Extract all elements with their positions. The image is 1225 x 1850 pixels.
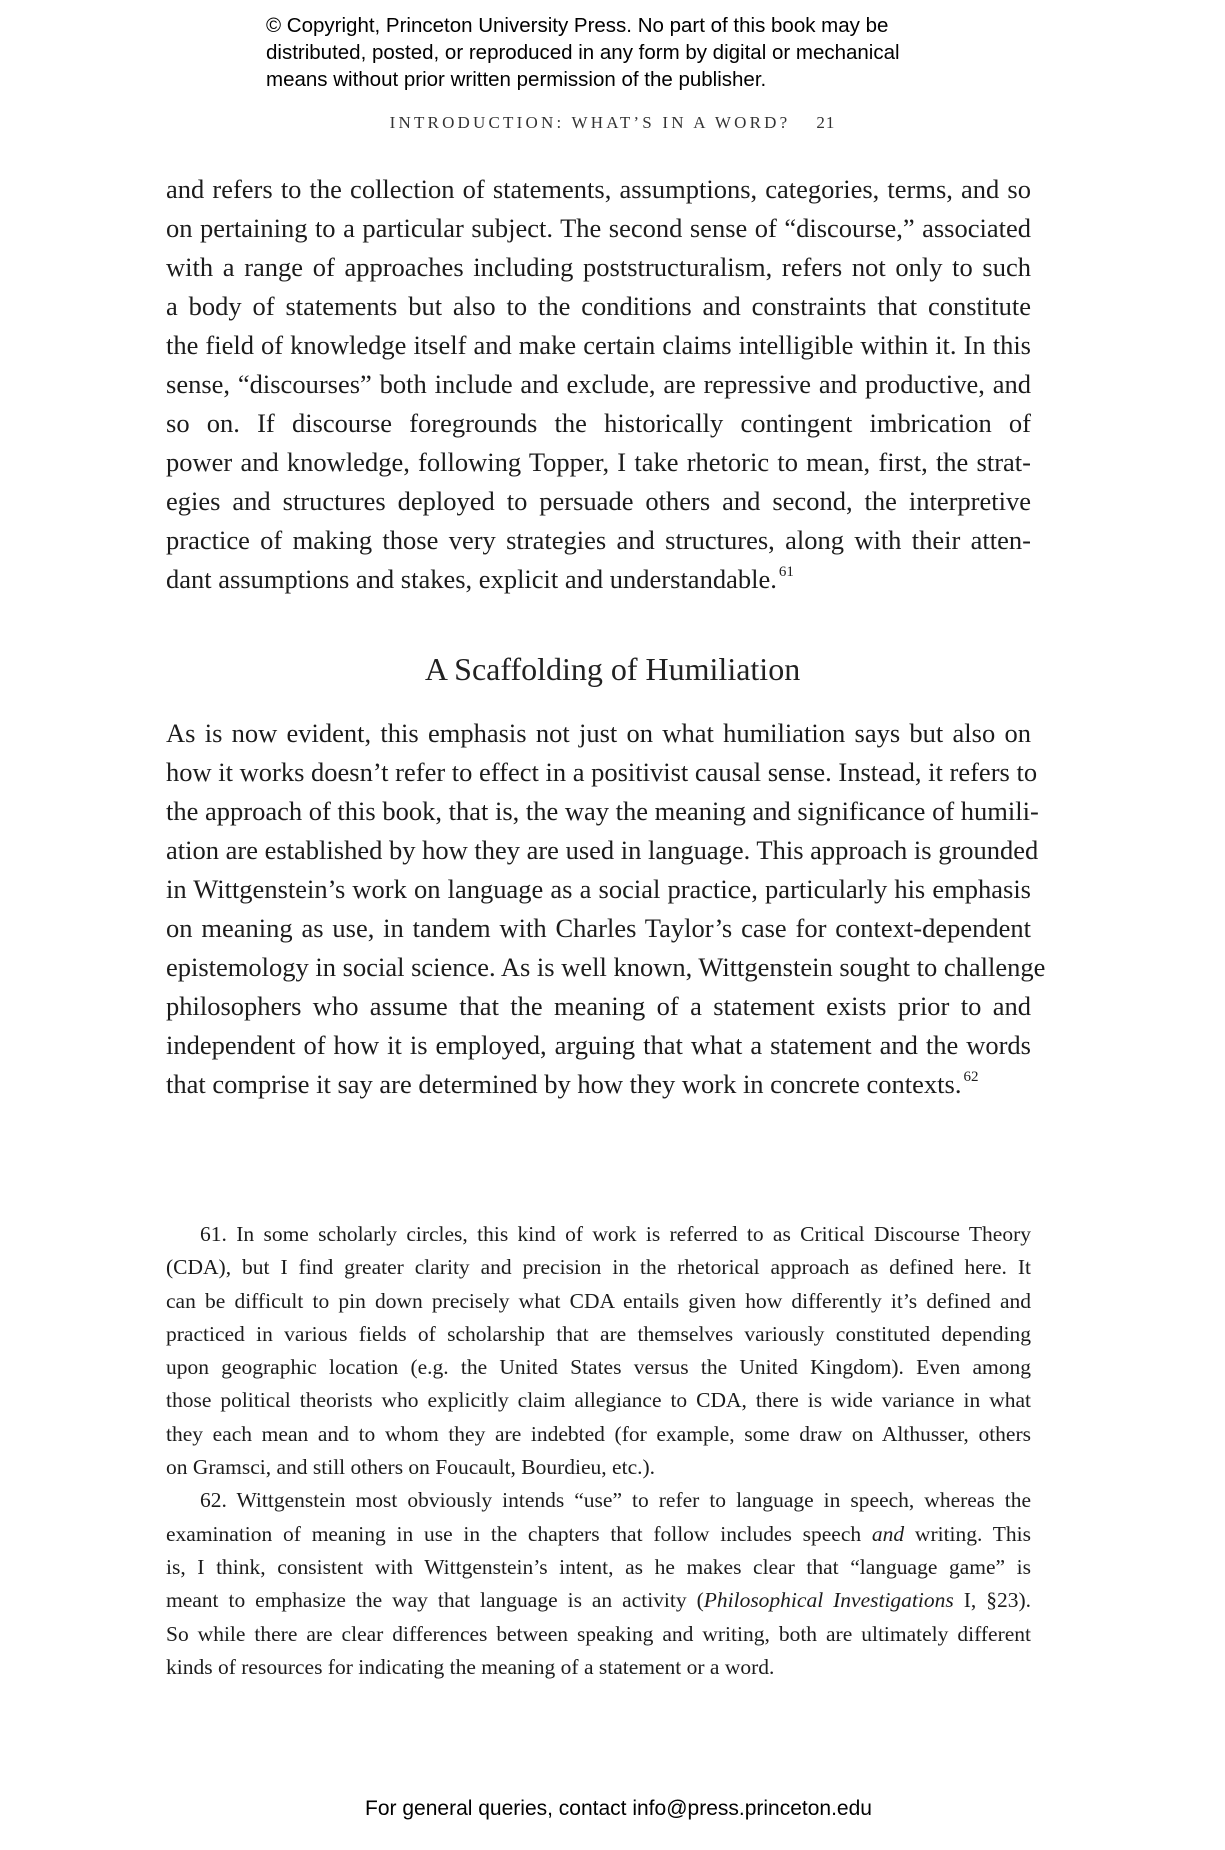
body-paragraph-2 (166, 714, 1046, 1104)
footnote-61-line: can be difficult to pin down precisely what CDA entails given how differently it’s defined and (166, 1288, 1031, 1313)
footnote-61-line: they each mean and to whom they are indebted (for example, some draw on Althusser, others (166, 1421, 1031, 1446)
text-line: in Wittgenstein’s work on language as a social practice, particularly his emphasis (166, 874, 1031, 904)
text-line: the approach of this book, that is, the way the meaning and significance of humili- (166, 796, 1039, 826)
text-line: power and knowledge, following Topper, I take rhetoric to mean, first, the strat- (166, 447, 1031, 477)
running-head (0, 113, 1225, 133)
text-line: ation are established by how they are used in language. This approach is grounded (166, 835, 1039, 865)
footnote-62-text: I, §23). (953, 1588, 1031, 1613)
text-line: on meaning as use, in tandem with Charles Taylor’s case for context-dependent (166, 913, 1031, 943)
footnote-62-book-title: Philosophical Investigations (703, 1588, 954, 1613)
copyright-notice (266, 12, 1026, 93)
text-line: a body of statements but also to the conditions and constraints that constitute (166, 291, 1031, 321)
text-line: practice of making those very strategies and structures, along with their atten- (166, 525, 1031, 555)
text-line: egies and structures deployed to persuade others and second, the interpretive (166, 486, 1031, 516)
footnote-61-line: (CDA), but I find greater clarity and precision in the rhetorical approach as defined here. It (166, 1255, 1031, 1280)
text-line-content: that comprise it say are determined by how they work in concrete contexts. (166, 1069, 962, 1099)
footnote-62-emphasis: and (871, 1521, 905, 1546)
footnote-61-line: practiced in various fields of scholarship that are themselves variously constituted depending (166, 1321, 1031, 1346)
footnote-62-text: examination of meaning in use in the chapters that follow includes speech (166, 1521, 872, 1546)
running-head-title: INTRODUCTION: WHAT’S IN A WORD? (389, 113, 791, 132)
text-line: philosophers who assume that the meaning of a statement exists prior to and (166, 991, 1031, 1021)
footnote-62-line (166, 1518, 1031, 1551)
footnote-ref-62[interactable]: 62 (963, 1069, 979, 1085)
text-line: sense, “discourses” both include and exclude, are repressive and productive, and (166, 369, 1031, 399)
footnote-61-line: on Gramsci, and still others on Foucault, Bourdieu, etc.). (166, 1455, 656, 1480)
text-line: As is now evident, this emphasis not just on what humiliation says but also on (166, 718, 1031, 748)
footnote-62-line: So while there are clear differences between speaking and writing, both are ultimately different (166, 1621, 1031, 1646)
text-line: and refers to the collection of statements, assumptions, categories, terms, and so (166, 174, 1031, 204)
text-line (166, 1065, 1031, 1104)
footnote-62-text: meant to emphasize the way that language is an activity ( (166, 1588, 704, 1613)
page-number: 21 (816, 113, 836, 132)
footnote-62-line (166, 1584, 1031, 1617)
footnote-62-line: 62. Wittgenstein most obviously intends “use” to refer to language in speech, whereas the (200, 1488, 1031, 1513)
footnote-62-line: kinds of resources for indicating the meaning of a statement or a word. (166, 1654, 775, 1679)
footnotes (166, 1218, 1031, 1684)
text-line: the field of knowledge itself and make certain claims intelligible within it. In this (166, 330, 1031, 360)
footnote-61-line: upon geographic location (e.g. the United States versus the United Kingdom). Even among (166, 1355, 1031, 1380)
copyright-line: © Copyright, Princeton University Press. No part of this book may be (266, 14, 889, 37)
text-line-content: dant assumptions and stakes, explicit and understandable. (166, 564, 777, 594)
footer-contact: For general queries, contact info@press.princeton.edu (365, 1797, 872, 1820)
text-line: independent of how it is employed, arguing that what a statement and the words (166, 1030, 1031, 1060)
body-paragraph-1 (166, 170, 1031, 599)
section-heading: A Scaffolding of Humiliation (424, 651, 801, 687)
footnote-61-line: 61. In some scholarly circles, this kind of work is referred to as Critical Discourse Theory (200, 1222, 1031, 1246)
text-line (166, 560, 1031, 599)
footnote-61-line: those political theorists who explicitly claim allegiance to CDA, there is wide variance in what (166, 1388, 1031, 1413)
footnote-62-text: writing. This (904, 1521, 1031, 1546)
footnote-62-line: is, I think, consistent with Wittgenstein’s intent, as he makes clear that “language game” is (166, 1554, 1031, 1579)
text-line: epistemology in social science. As is well known, Wittgenstein sought to challenge (166, 952, 1046, 982)
text-line: so on. If discourse foregrounds the historically contingent imbrication of (166, 408, 1031, 438)
text-line: how it works doesn’t refer to effect in a positivist causal sense. Instead, it refers to (166, 757, 1038, 787)
copyright-line: means without prior written permission of the publisher. (266, 68, 767, 91)
text-line: with a range of approaches including poststructuralism, refers not only to such (166, 252, 1031, 282)
copyright-line: distributed, posted, or reproduced in any form by digital or mechanical (266, 41, 900, 64)
text-line: on pertaining to a particular subject. The second sense of “discourse,” associated (166, 213, 1031, 243)
footnote-ref-61[interactable]: 61 (778, 564, 794, 580)
